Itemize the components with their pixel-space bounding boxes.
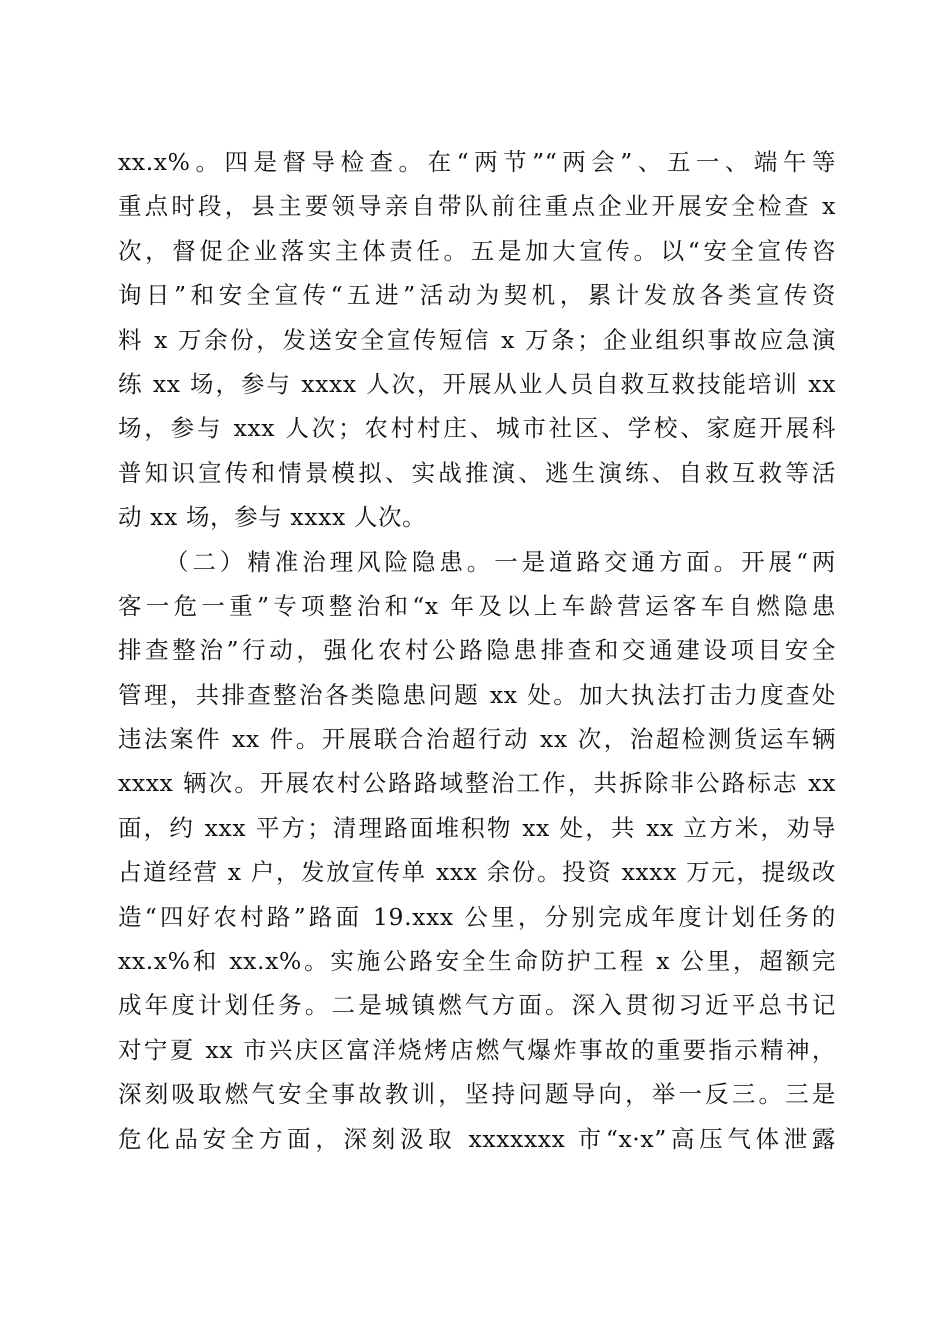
text-line: 普知识宣传和情景模拟、实战推演、逃生演练、自救互救等活 — [118, 458, 836, 487]
text-line: xx.x%和 xx.x%。实施公路安全生命防护工程 x 公里，超额完 — [118, 947, 836, 976]
text-line: 场，参与 xxx 人次；农村村庄、城市社区、学校、家庭开展科 — [118, 414, 836, 443]
text-line: 料 x 万余份，发送安全宣传短信 x 万条；企业组织事故应急演 — [118, 325, 836, 354]
section-heading-line: （二）精准治理风险隐患。一是道路交通方面。开展“两 — [165, 547, 836, 576]
text-line: 排查整治”行动，强化农村公路隐患排查和交通建设项目安全 — [118, 636, 836, 665]
document-body — [118, 140, 836, 1161]
text-line: 占道经营 x 户，发放宣传单 xxx 余份。投资 xxxx 万元，提级改 — [118, 858, 836, 887]
text-line: 违法案件 xx 件。开展联合治超行动 xx 次，治超检测货运车辆 — [118, 725, 836, 754]
paragraph-end-line: 动 xx 场，参与 xxxx 人次。 — [118, 503, 427, 532]
text-line: 客一危一重”专项整治和“x 年及以上车龄营运客车自燃隐患 — [118, 591, 836, 620]
text-line: 造“四好农村路”路面 19.xxx 公里，分别完成年度计划任务的 — [118, 902, 836, 931]
text-line: 对宁夏 xx 市兴庆区富洋烧烤店燃气爆炸事故的重要指示精神， — [118, 1035, 836, 1064]
text-line: 深刻吸取燃气安全事故教训，坚持问题导向，举一反三。三是 — [118, 1080, 836, 1109]
text-line: 危化品安全方面，深刻汲取 xxxxxxx 市“x·x”高压气体泄露 — [118, 1124, 836, 1153]
text-line: 询日”和安全宣传“五进”活动为契机，累计发放各类宣传资 — [118, 281, 836, 310]
text-line: 次，督促企业落实主体责任。五是加大宣传。以“安全宣传咨 — [118, 236, 836, 265]
text-line: 管理，共排查整治各类隐患问题 xx 处。加大执法打击力度查处 — [118, 680, 836, 709]
text-line: xxxx 辆次。开展农村公路路域整治工作，共拆除非公路标志 xx — [118, 769, 836, 798]
text-line: 练 xx 场，参与 xxxx 人次，开展从业人员自救互救技能培训 xx — [118, 369, 836, 398]
text-line: xx.x%。四是督导检查。在“两节”“两会”、五一、端午等 — [118, 148, 836, 176]
text-line: 重点时段，县主要领导亲自带队前往重点企业开展安全检查 x — [118, 192, 836, 221]
text-line: 面，约 xxx 平方；清理路面堆积物 xx 处，共 xx 立方米，劝导 — [118, 813, 836, 842]
text-line: 成年度计划任务。二是城镇燃气方面。深入贯彻习近平总书记 — [118, 991, 836, 1020]
